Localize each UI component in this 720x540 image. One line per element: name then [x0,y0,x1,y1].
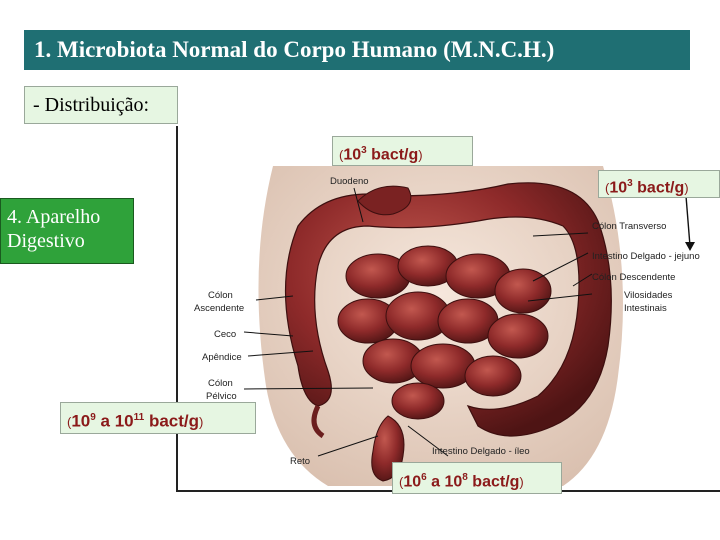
section-line-1: 4. Aparelho [7,206,101,228]
label-ceco: Ceco [214,329,237,340]
count-ileo-badge: ($10^6$ a $10^8$ bact/g) [392,462,562,494]
label-intestino-jejuno: Intestino Delgado - jejuno [592,251,700,262]
label-vilosidades-2: Intestinais [624,303,667,314]
jejuno-arrowhead [685,242,695,251]
label-intestino-ileo: Intestino Delgado - íleo [432,446,530,457]
label-colon-ascendente-2: Ascendente [194,303,245,314]
label-vilosidades-1: Vilosidades [624,290,673,301]
label-colon-descendente: Cólon Descendente [592,272,676,283]
count-colon-badge: ($10^9$ a $10^{11}$ bact/g) [60,402,256,434]
label-colon-pelvico-2: Pélvico [206,391,237,402]
slide-title: 1. Microbiota Normal do Corpo Humano (M.N.C.H.) [24,30,690,70]
label-colon-transverso: Cólon Transverso [592,221,667,232]
subtitle-box [24,86,178,124]
subtitle-text: - Distribuição: [33,94,150,116]
label-colon-pelvico-1: Cólon [208,378,233,389]
count-duodeno-badge: ($10^3$ bact/g) [332,136,473,166]
label-colon-ascendente-1: Cólon [208,290,233,301]
section-box [0,198,134,264]
label-apendice: Apêndice [202,352,242,363]
section-line-2: Digestivo [7,230,85,252]
label-duodeno: Duodeno [330,176,369,187]
count-jejuno-badge: ($10^3$ bact/g) [598,170,720,198]
label-reto: Reto [290,456,311,467]
